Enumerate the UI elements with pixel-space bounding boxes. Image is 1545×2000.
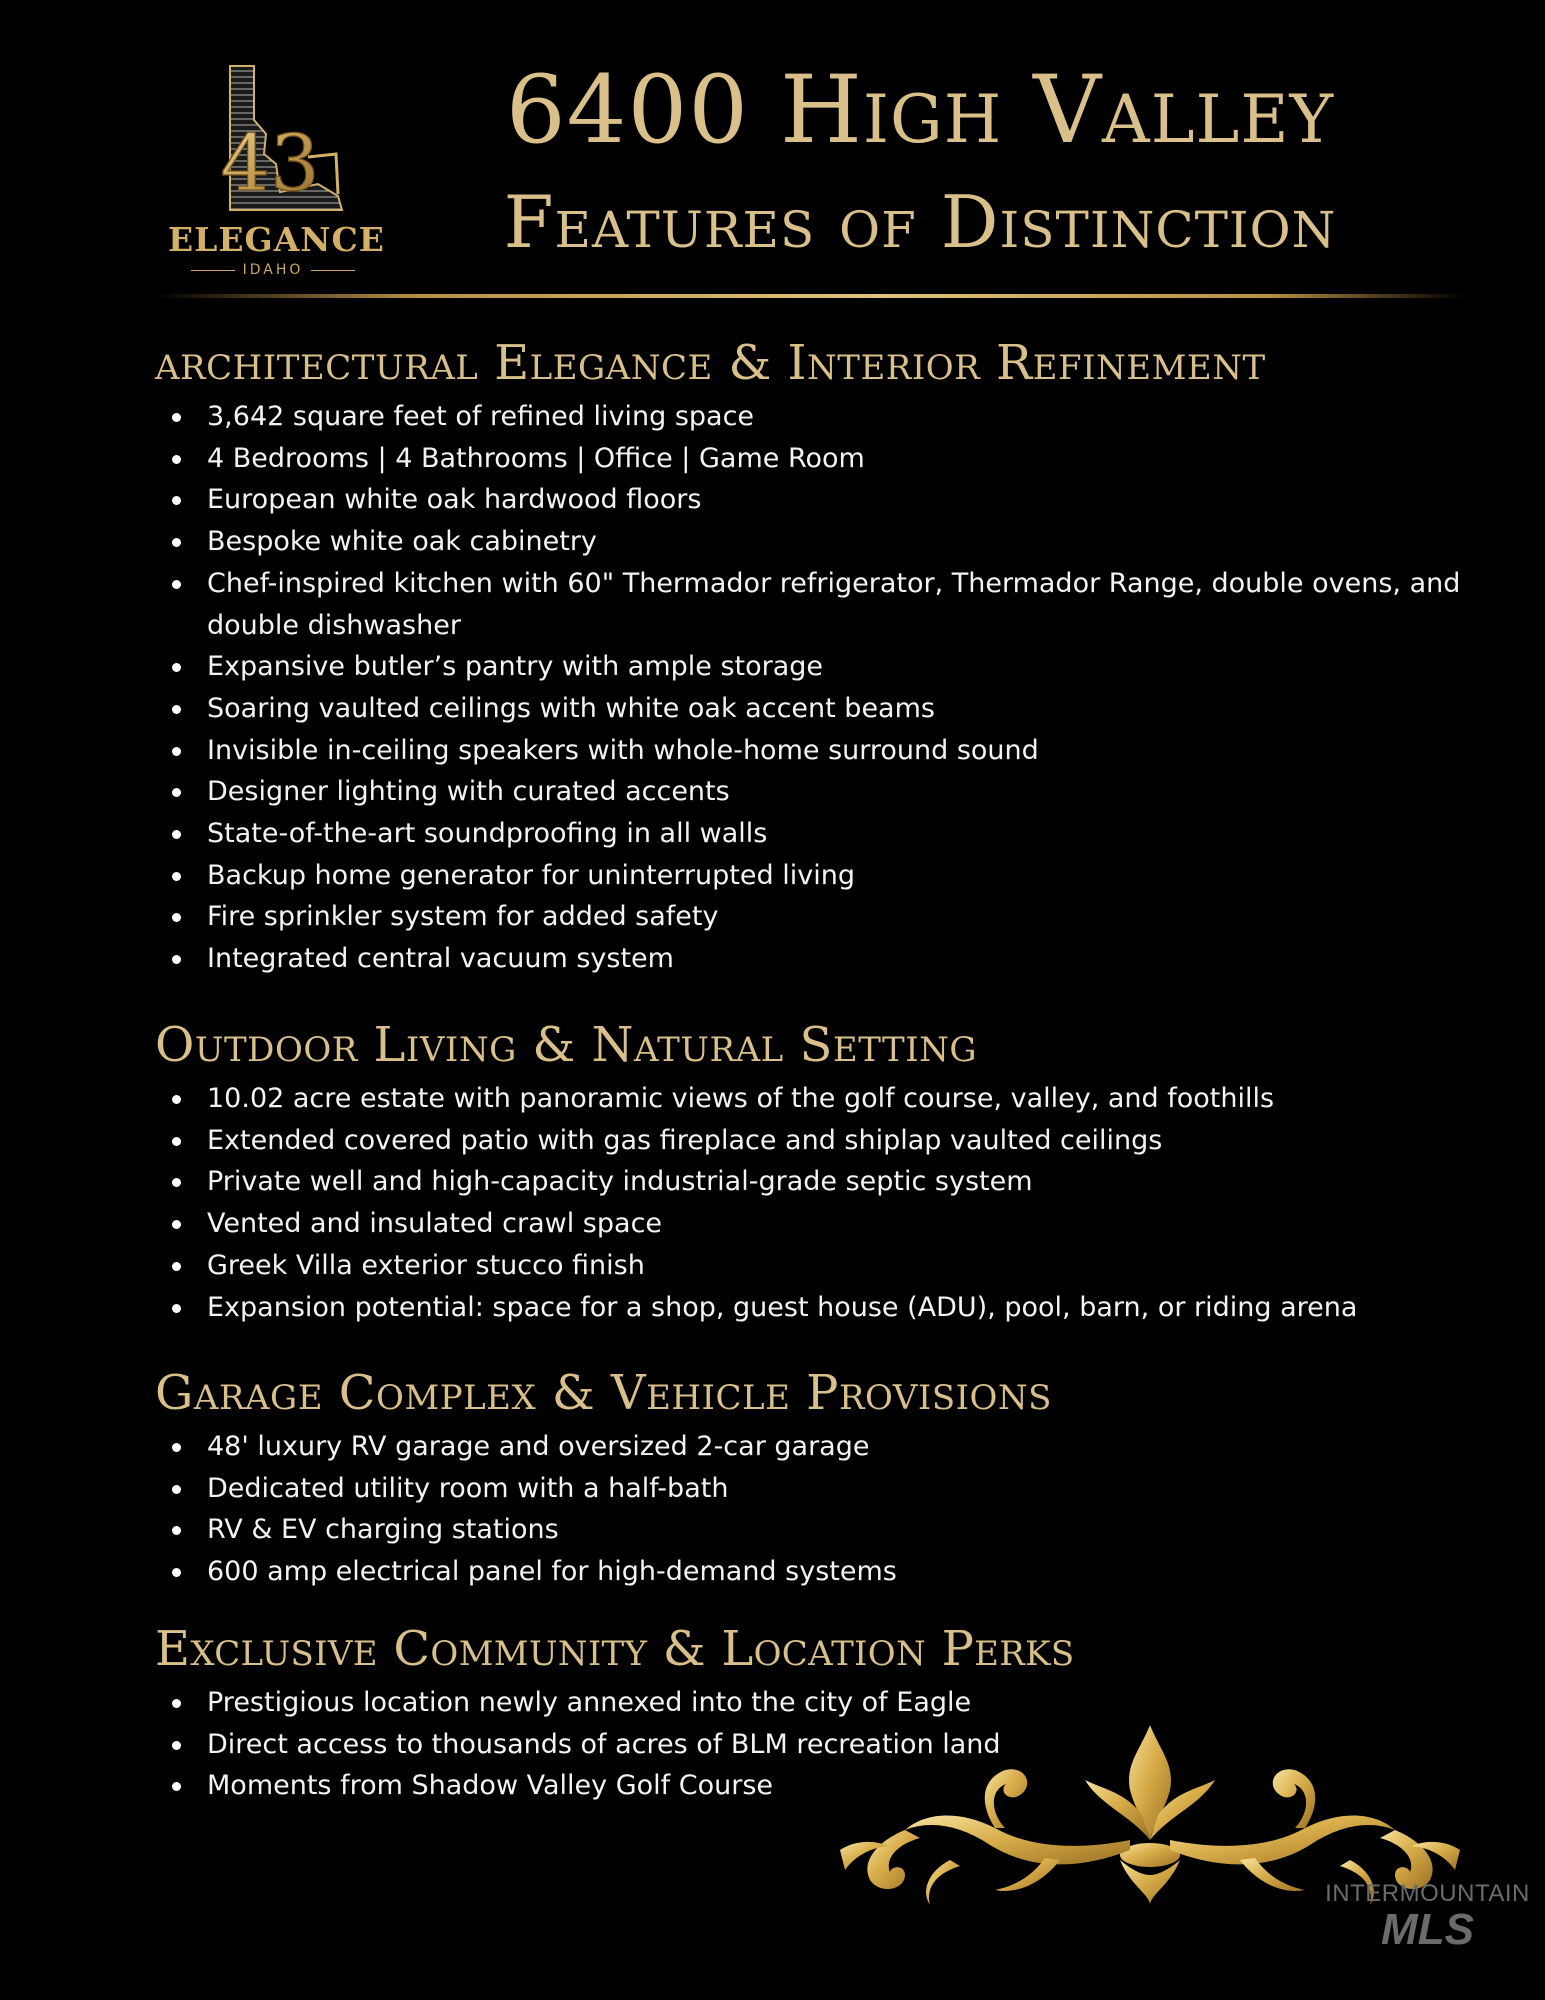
list-item: RV & EV charging stations (155, 1509, 1465, 1551)
page-title: 6400 High Valley (505, 56, 1335, 165)
idaho-state-icon (168, 62, 378, 242)
logo-subtext: IDAHO (168, 262, 378, 278)
logo-number: 43 (220, 119, 320, 209)
section-outdoor-living (155, 1016, 1465, 1328)
list-item: 48' luxury RV garage and oversized 2-car garage (155, 1426, 1465, 1468)
brand-logo (168, 62, 385, 292)
feature-list (155, 1078, 1465, 1328)
section-heading: architectural Elegance & Interior Refinement (155, 335, 1266, 391)
list-item: Expansion potential: space for a shop, guest house (ADU), pool, barn, or riding arena (155, 1287, 1465, 1329)
list-item: State-of-the-art soundproofing in all walls (155, 813, 1465, 855)
list-item: Soaring vaulted ceilings with white oak accent beams (155, 688, 1465, 730)
list-item: Designer lighting with curated accents (155, 771, 1465, 813)
section-heading: Exclusive Community & Location Perks (155, 1621, 1075, 1677)
list-item: Invisible in-ceiling speakers with whole-home surround sound (155, 730, 1465, 772)
list-item: 4 Bedrooms | 4 Bathrooms | Office | Game Room (155, 438, 1465, 480)
list-item: Prestigious location newly annexed into the city of Eagle (155, 1682, 1465, 1724)
list-item: Greek Villa exterior stucco finish (155, 1245, 1465, 1287)
list-item: 10.02 acre estate with panoramic views of the golf course, valley, and foothills (155, 1078, 1465, 1120)
watermark-top-text: INTERMOUNTAIN (1325, 1880, 1530, 1907)
section-heading: Outdoor Living & Natural Setting (155, 1017, 978, 1073)
list-item: Fire sprinkler system for added safety (155, 896, 1465, 938)
feature-list (155, 1426, 1465, 1593)
list-item: Vented and insulated crawl space (155, 1203, 1465, 1245)
list-item: Chef-inspired kitchen with 60" Thermador refrigerator, Thermador Range, double ovens, and double dishwasher (155, 563, 1465, 646)
list-item: Bespoke white oak cabinetry (155, 521, 1465, 563)
section-heading: Garage Complex & Vehicle Provisions (155, 1365, 1052, 1421)
list-item: European white oak hardwood floors (155, 479, 1465, 521)
feature-list (155, 396, 1465, 980)
section-garage-complex (155, 1364, 1465, 1593)
mls-watermark (1310, 1880, 1545, 1952)
list-item: Direct access to thousands of acres of BLM recreation land (155, 1724, 1465, 1766)
list-item: Expansive butler’s pantry with ample storage (155, 646, 1465, 688)
page-subtitle: Features of Distinction (503, 180, 1337, 264)
list-item: 3,642 square feet of refined living space (155, 396, 1465, 438)
list-item: Backup home generator for uninterrupted living (155, 855, 1465, 897)
list-item: Private well and high-capacity industrial-grade septic system (155, 1161, 1465, 1203)
watermark-bottom-text: MLS (1381, 1905, 1474, 1954)
section-architectural (155, 334, 1465, 980)
list-item: Moments from Shadow Valley Golf Course (155, 1765, 1465, 1807)
header-divider (155, 294, 1465, 298)
list-item: Extended covered patio with gas fireplace and shiplap vaulted ceilings (155, 1120, 1465, 1162)
list-item: 600 amp electrical panel for high-demand systems (155, 1551, 1465, 1593)
list-item: Dedicated utility room with a half-bath (155, 1468, 1465, 1510)
logo-wordmark: ELEGANCE (168, 220, 385, 259)
list-item: Integrated central vacuum system (155, 938, 1465, 980)
